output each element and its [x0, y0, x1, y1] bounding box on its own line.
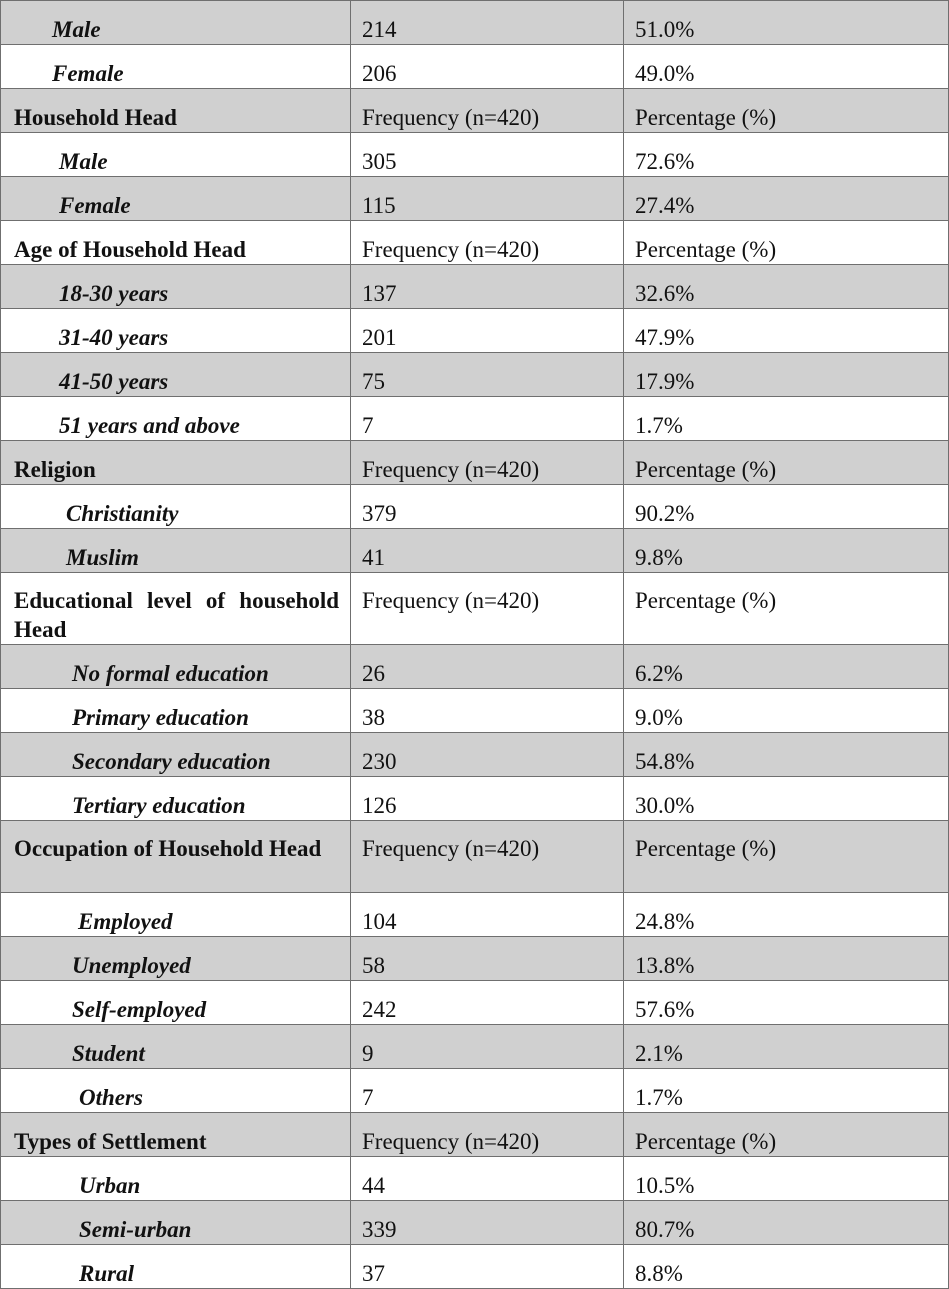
frequency-cell: 115	[351, 177, 624, 221]
frequency-cell: 126	[351, 777, 624, 821]
frequency-cell: 7	[351, 1069, 624, 1113]
percentage-cell: 47.9%	[624, 309, 949, 353]
percentage-cell: 9.0%	[624, 689, 949, 733]
row-label: Male	[1, 133, 351, 177]
table-row	[1, 133, 949, 177]
row-label: Primary education	[1, 689, 351, 733]
table-row	[1, 1201, 949, 1245]
frequency-header: Frequency (n=420)	[351, 821, 624, 893]
table-row	[1, 353, 949, 397]
frequency-cell: 201	[351, 309, 624, 353]
table-row	[1, 733, 949, 777]
row-label: 51 years and above	[1, 397, 351, 441]
percentage-cell: 24.8%	[624, 893, 949, 937]
table-row	[1, 689, 949, 733]
row-label: Female	[1, 45, 351, 89]
frequency-header: Frequency (n=420)	[351, 221, 624, 265]
row-label: Others	[1, 1069, 351, 1113]
row-label: 18-30 years	[1, 265, 351, 309]
row-label: Muslim	[1, 529, 351, 573]
table-row	[1, 529, 949, 573]
frequency-cell: 206	[351, 45, 624, 89]
table-row	[1, 1245, 949, 1289]
section-header-row	[1, 573, 949, 645]
row-label: Semi-urban	[1, 1201, 351, 1245]
percentage-cell: 49.0%	[624, 45, 949, 89]
row-label: No formal education	[1, 645, 351, 689]
percentage-cell: 32.6%	[624, 265, 949, 309]
row-label: Urban	[1, 1157, 351, 1201]
section-header-row	[1, 441, 949, 485]
frequency-cell: 9	[351, 1025, 624, 1069]
frequency-cell: 379	[351, 485, 624, 529]
percentage-cell: 57.6%	[624, 981, 949, 1025]
row-label: Unemployed	[1, 937, 351, 981]
frequency-cell: 242	[351, 981, 624, 1025]
percentage-cell: 17.9%	[624, 353, 949, 397]
percentage-header: Percentage (%)	[624, 821, 949, 893]
section-label: Age of Household Head	[1, 221, 351, 265]
percentage-cell: 2.1%	[624, 1025, 949, 1069]
frequency-cell: 41	[351, 529, 624, 573]
row-label: 31-40 years	[1, 309, 351, 353]
table-row	[1, 777, 949, 821]
percentage-header: Percentage (%)	[624, 441, 949, 485]
table-row	[1, 309, 949, 353]
percentage-cell: 54.8%	[624, 733, 949, 777]
section-label: Occupation of Household Head	[1, 821, 351, 893]
frequency-cell: 230	[351, 733, 624, 777]
row-label: Employed	[1, 893, 351, 937]
section-label: Types of Settlement	[1, 1113, 351, 1157]
table-row	[1, 45, 949, 89]
table-row	[1, 265, 949, 309]
section-label: Household Head	[1, 89, 351, 133]
row-label: 41-50 years	[1, 353, 351, 397]
row-label: Christianity	[1, 485, 351, 529]
frequency-cell: 44	[351, 1157, 624, 1201]
frequency-header: Frequency (n=420)	[351, 1113, 624, 1157]
percentage-header: Percentage (%)	[624, 89, 949, 133]
frequency-cell: 104	[351, 893, 624, 937]
frequency-cell: 305	[351, 133, 624, 177]
table-row	[1, 1, 949, 45]
percentage-header: Percentage (%)	[624, 1113, 949, 1157]
row-label: Student	[1, 1025, 351, 1069]
table-row	[1, 645, 949, 689]
percentage-cell: 1.7%	[624, 1069, 949, 1113]
frequency-cell: 7	[351, 397, 624, 441]
row-label: Male	[1, 1, 351, 45]
section-label: Educational level of household Head	[1, 573, 351, 645]
row-label: Female	[1, 177, 351, 221]
frequency-cell: 339	[351, 1201, 624, 1245]
table-row	[1, 1157, 949, 1201]
demographics-table-body	[1, 1, 949, 1289]
frequency-cell: 75	[351, 353, 624, 397]
section-header-row	[1, 821, 949, 893]
percentage-cell: 27.4%	[624, 177, 949, 221]
table-row	[1, 893, 949, 937]
row-label: Rural	[1, 1245, 351, 1289]
frequency-header: Frequency (n=420)	[351, 441, 624, 485]
table-row	[1, 485, 949, 529]
percentage-cell: 1.7%	[624, 397, 949, 441]
frequency-cell: 137	[351, 265, 624, 309]
frequency-header: Frequency (n=420)	[351, 573, 624, 645]
frequency-cell: 26	[351, 645, 624, 689]
row-label: Secondary education	[1, 733, 351, 777]
percentage-cell: 9.8%	[624, 529, 949, 573]
percentage-cell: 13.8%	[624, 937, 949, 981]
percentage-cell: 51.0%	[624, 1, 949, 45]
percentage-header: Percentage (%)	[624, 221, 949, 265]
table-row	[1, 177, 949, 221]
section-label: Religion	[1, 441, 351, 485]
percentage-cell: 72.6%	[624, 133, 949, 177]
percentage-cell: 8.8%	[624, 1245, 949, 1289]
row-label: Tertiary education	[1, 777, 351, 821]
section-header-row	[1, 89, 949, 133]
section-header-row	[1, 221, 949, 265]
table-row	[1, 937, 949, 981]
table-row	[1, 1025, 949, 1069]
frequency-cell: 37	[351, 1245, 624, 1289]
percentage-cell: 10.5%	[624, 1157, 949, 1201]
row-label: Self-employed	[1, 981, 351, 1025]
table-row	[1, 981, 949, 1025]
percentage-cell: 80.7%	[624, 1201, 949, 1245]
frequency-header: Frequency (n=420)	[351, 89, 624, 133]
table-row	[1, 1069, 949, 1113]
percentage-header: Percentage (%)	[624, 573, 949, 645]
frequency-cell: 38	[351, 689, 624, 733]
table-row	[1, 397, 949, 441]
section-header-row	[1, 1113, 949, 1157]
percentage-cell: 30.0%	[624, 777, 949, 821]
frequency-cell: 58	[351, 937, 624, 981]
frequency-cell: 214	[351, 1, 624, 45]
percentage-cell: 6.2%	[624, 645, 949, 689]
percentage-cell: 90.2%	[624, 485, 949, 529]
